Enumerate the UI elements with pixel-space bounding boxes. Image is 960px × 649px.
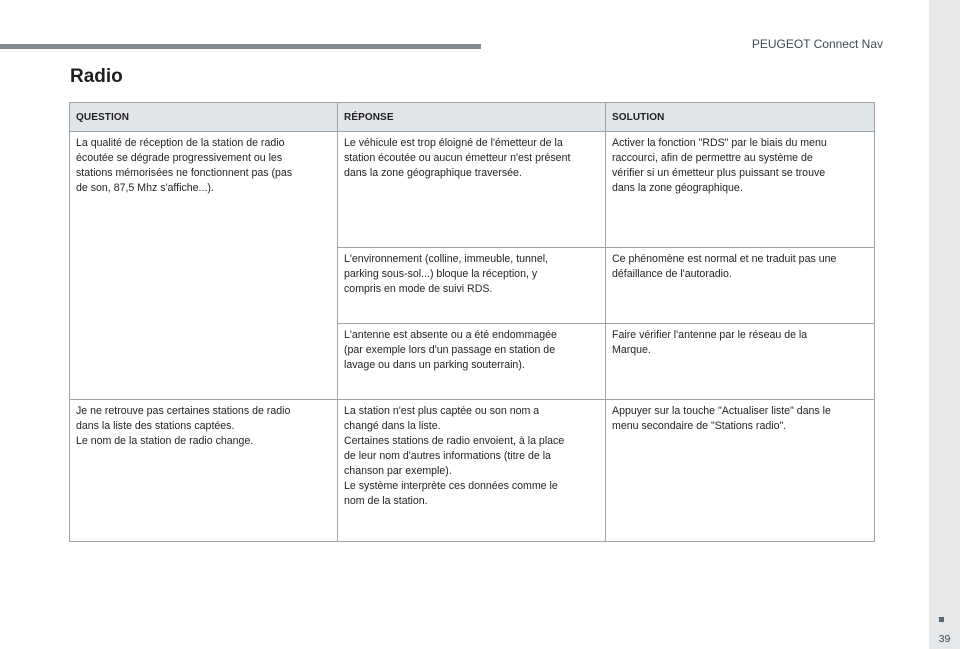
response-cell <box>338 132 606 248</box>
table-header-row <box>70 103 875 132</box>
table-row <box>70 400 875 542</box>
header-question: QUESTION <box>70 103 338 132</box>
response-text: L'antenne est absente ou a été endommagée (par exemple lors d'un passage en station de lavage ou dans un parking souterrain). <box>344 329 557 371</box>
response-text: La station n'est plus captée ou son nom a changé dans la liste. Certaines stations de radio envoient, à la place de leur nom d'autres informations (titre de la chanson par exemple). Le système interprète ces données comme le nom de la station. <box>344 405 565 507</box>
page-edge-strip <box>929 0 960 649</box>
header-response: RÉPONSE <box>338 103 606 132</box>
response-text: Le véhicule est trop éloigné de l'émetteur de la station écoutée ou aucun émetteur n'est présent dans la zone géographique traversée. <box>344 137 571 179</box>
solution-text: Ce phénomène est normal et ne traduit pas une défaillance de l'autoradio. <box>612 253 837 280</box>
response-cell <box>338 248 606 324</box>
solution-cell <box>606 400 875 542</box>
question-text: Je ne retrouve pas certaines stations de radio dans la liste des stations captées. Le nom de la station de radio change. <box>76 405 291 447</box>
solution-text: Faire vérifier l'antenne par le réseau de la Marque. <box>612 329 808 356</box>
solution-cell <box>606 248 875 324</box>
question-cell <box>70 132 338 400</box>
question-cell <box>70 400 338 542</box>
page-marker <box>939 617 944 622</box>
troubleshooting-table <box>69 102 875 542</box>
table-row <box>70 132 875 248</box>
question-text: La qualité de réception de la station de radio écoutée se dégrade progressivement ou les stations mémorisées ne fonctionnent pas (pas de son, 87,5 Mhz s'affiche...). <box>76 137 293 194</box>
page-number: 39 <box>938 633 951 645</box>
solution-text: Appuyer sur la touche "Actualiser liste" dans le menu secondaire de "Stations radio". <box>612 405 831 432</box>
solution-cell <box>606 324 875 400</box>
response-cell <box>338 400 606 542</box>
response-cell <box>338 324 606 400</box>
page-title: Radio <box>70 66 123 87</box>
solution-text: Activer la fonction "RDS" par le biais du menu raccourci, afin de permettre au système de vérifier si un émetteur plus puissant se trouve dans la zone géographique. <box>612 137 827 194</box>
header-solution: SOLUTION <box>606 103 875 132</box>
solution-cell <box>606 132 875 248</box>
manual-title: PEUGEOT Connect Nav <box>751 37 883 51</box>
response-text: L'environnement (colline, immeuble, tunnel, parking sous-sol...) bloque la réception, y compris en mode de suivi RDS. <box>344 253 549 295</box>
header-rule <box>0 44 481 49</box>
